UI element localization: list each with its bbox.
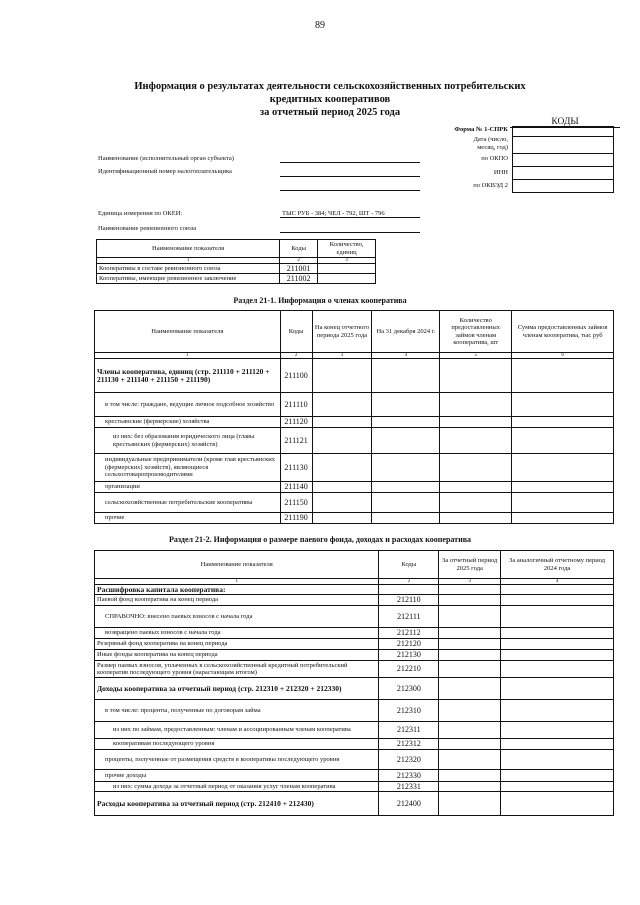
row-name: кооперативам последующего уровня xyxy=(95,739,379,750)
value-cell[interactable] xyxy=(501,739,614,750)
row-code: 212312 xyxy=(379,739,439,750)
row-code: 211130 xyxy=(280,454,312,482)
row-code: 212111 xyxy=(379,606,439,628)
row-name: из них: сумма дохода за отчетный период от оказания услуг членам кооператива xyxy=(95,782,379,792)
section-1-title: Раздел 21-1. Информация о членах кооператива xyxy=(233,296,407,305)
row-code: 212210 xyxy=(379,661,439,678)
value-cell[interactable] xyxy=(318,264,376,274)
value-cell[interactable] xyxy=(512,393,614,417)
row-code: 211190 xyxy=(280,513,312,524)
value-cell[interactable] xyxy=(312,428,372,454)
value-cell[interactable] xyxy=(439,661,501,678)
inn-field[interactable] xyxy=(512,166,614,180)
t0-header-count: Количество, единиц xyxy=(318,240,376,258)
s1-num-6: 6 xyxy=(512,353,614,359)
value-cell[interactable] xyxy=(440,513,512,524)
value-cell[interactable] xyxy=(439,770,501,782)
okved-field[interactable] xyxy=(512,179,614,193)
table-row xyxy=(95,750,614,770)
s2-header-prev: За аналогичный отчетному период 2024 года xyxy=(501,551,614,579)
value-cell[interactable] xyxy=(439,650,501,661)
value-cell[interactable] xyxy=(372,454,440,482)
table-row xyxy=(97,264,376,274)
row-name: прочие доходы xyxy=(95,770,379,782)
executive-body-field[interactable] xyxy=(280,162,420,163)
s1-num-3: 3 xyxy=(312,353,372,359)
row-name: СПРАВОЧНО: внесено паевых взносов с начала года xyxy=(95,606,379,628)
table-row xyxy=(95,417,614,428)
row-code: 211120 xyxy=(280,417,312,428)
t0-num-2: 2 xyxy=(280,258,318,264)
value-cell[interactable] xyxy=(512,428,614,454)
value-cell[interactable] xyxy=(440,454,512,482)
okved-label: по ОКВЭД 2 xyxy=(473,182,508,189)
row-name: прочие xyxy=(95,513,281,524)
row-code: 211140 xyxy=(280,482,312,493)
row-name: организации xyxy=(95,482,281,493)
s2-num-2: 2 xyxy=(379,579,439,585)
row-name: Расшифровка капитала кооператива: xyxy=(95,585,379,595)
table-row xyxy=(95,770,614,782)
t0-num-3: 3 xyxy=(318,258,376,264)
title-line-2: кредитных кооперативов xyxy=(269,94,391,105)
row-name: Члены кооператива, единиц (стр. 211110 + 211120 + 211130 + 211140 + 211150 + 211190) xyxy=(95,359,281,393)
value-cell[interactable] xyxy=(512,513,614,524)
value-cell[interactable] xyxy=(312,393,372,417)
value-cell[interactable] xyxy=(372,513,440,524)
page-number: 89 xyxy=(315,20,325,31)
audit-union-table xyxy=(96,239,376,284)
value-cell[interactable] xyxy=(372,393,440,417)
table-row xyxy=(95,359,614,393)
table-row xyxy=(95,678,614,700)
s2-header-code: Коды xyxy=(379,551,439,579)
row-name: возвращено паевых взносов с начала года xyxy=(95,628,379,639)
title-line-1: Информация о результатах деятельности сельскохозяйственных потребительских xyxy=(134,81,526,92)
value-cell[interactable] xyxy=(440,428,512,454)
value-cell[interactable] xyxy=(501,628,614,639)
value-cell[interactable] xyxy=(439,628,501,639)
row-code: 212310 xyxy=(379,700,439,722)
s1-num-2: 2 xyxy=(280,353,312,359)
row-code: 212300 xyxy=(379,678,439,700)
t0-num-1: 1 xyxy=(97,258,280,264)
value-cell[interactable] xyxy=(501,650,614,661)
value-cell[interactable] xyxy=(501,750,614,770)
value-cell[interactable] xyxy=(501,585,614,595)
value-cell[interactable] xyxy=(501,639,614,650)
row-name: проценты, полученные от размещения средств в кооперативы последующего уровня xyxy=(95,750,379,770)
date-label xyxy=(428,136,508,152)
value-cell[interactable] xyxy=(501,678,614,700)
row-name: крестьянские (фермерские) хозяйства xyxy=(95,417,281,428)
table-row xyxy=(95,393,614,417)
row-name: из них по займам, предоставленным: членам и ассоциированным членам кооператива xyxy=(95,722,379,739)
row-name: Кооперативы, имеющие ревизионное заключение xyxy=(97,274,280,284)
table-row xyxy=(95,513,614,524)
value-cell[interactable] xyxy=(501,770,614,782)
value-cell[interactable] xyxy=(440,482,512,493)
value-cell[interactable] xyxy=(372,493,440,513)
audit-union-field[interactable] xyxy=(280,232,420,233)
taxpayer-id-field-2[interactable] xyxy=(280,190,420,191)
taxpayer-id-field[interactable] xyxy=(280,176,420,177)
value-cell[interactable] xyxy=(312,359,372,393)
table-row xyxy=(95,585,614,595)
row-code: 212400 xyxy=(379,792,439,816)
value-cell[interactable] xyxy=(439,595,501,606)
row-code: 211121 xyxy=(280,428,312,454)
row-code: 212112 xyxy=(379,628,439,639)
form-number-label: Форма № 1-СПРК xyxy=(454,126,508,133)
value-cell[interactable] xyxy=(440,359,512,393)
value-cell[interactable] xyxy=(372,417,440,428)
table-row xyxy=(95,661,614,678)
s1-num-4: 4 xyxy=(372,353,440,359)
date-label-line-1: Дата (число, xyxy=(473,136,508,143)
unit-underline xyxy=(280,217,420,218)
row-code: 212120 xyxy=(379,639,439,650)
row-name: Доходы кооператива за отчетный период (стр. 212310 + 212320 + 212330) xyxy=(95,678,379,700)
value-cell[interactable] xyxy=(439,585,501,595)
row-name: Расходы кооператива за отчетный период (стр. 212410 + 212430) xyxy=(95,792,379,816)
value-cell[interactable] xyxy=(372,359,440,393)
value-cell[interactable] xyxy=(312,482,372,493)
s2-header-name: Наименование показателя xyxy=(95,551,379,579)
row-code: 211110 xyxy=(280,393,312,417)
value-cell[interactable] xyxy=(501,661,614,678)
inn-label: ИНН xyxy=(493,169,508,176)
value-cell[interactable] xyxy=(512,482,614,493)
value-cell[interactable] xyxy=(439,700,501,722)
value-cell[interactable] xyxy=(312,493,372,513)
value-cell[interactable] xyxy=(312,513,372,524)
s1-header-code: Коды xyxy=(280,311,312,353)
table-row xyxy=(95,722,614,739)
s1-num-1: 1 xyxy=(95,353,281,359)
s1-header-prev: На 31 декабря 2024 г. xyxy=(372,311,440,353)
value-cell[interactable] xyxy=(501,595,614,606)
value-cell[interactable] xyxy=(439,722,501,739)
table-row xyxy=(97,274,376,284)
value-cell[interactable] xyxy=(512,493,614,513)
table-row xyxy=(95,700,614,722)
okpo-field[interactable] xyxy=(512,153,614,167)
row-name: из них: без образования юридического лица (главы крестьянских (фермерских) хозяйств) xyxy=(95,428,281,454)
value-cell[interactable] xyxy=(440,493,512,513)
okpo-label: по ОКПО xyxy=(481,155,508,162)
value-cell[interactable] xyxy=(501,700,614,722)
value-cell[interactable] xyxy=(318,274,376,284)
row-name: Паевой фонд кооператива на конец периода xyxy=(95,595,379,606)
fund-income-table xyxy=(94,550,614,816)
t0-header-name: Наименование показателя xyxy=(97,240,280,258)
value-cell[interactable] xyxy=(439,639,501,650)
row-code xyxy=(379,585,439,595)
s1-header-current: На конец отчетного периода 2025 года xyxy=(312,311,372,353)
unit-value: ТЫС РУБ - 384; ЧЕЛ - 792, ШТ - 796 xyxy=(282,210,385,217)
title-line-3: за отчетный период 2025 года xyxy=(259,107,401,118)
value-cell[interactable] xyxy=(372,482,440,493)
value-cell[interactable] xyxy=(512,454,614,482)
value-cell[interactable] xyxy=(439,678,501,700)
value-cell[interactable] xyxy=(501,606,614,628)
value-cell[interactable] xyxy=(501,722,614,739)
row-name: Иные фонды кооператива на конец периода xyxy=(95,650,379,661)
table-row xyxy=(95,639,614,650)
row-code: 211002 xyxy=(280,274,318,284)
table-row xyxy=(95,454,614,482)
value-cell[interactable] xyxy=(312,454,372,482)
value-cell[interactable] xyxy=(439,792,501,816)
table-row xyxy=(95,493,614,513)
table-row xyxy=(95,792,614,816)
value-cell[interactable] xyxy=(439,750,501,770)
s1-num-5: 5 xyxy=(440,353,512,359)
value-cell[interactable] xyxy=(440,417,512,428)
table-row xyxy=(95,628,614,639)
row-code: 212330 xyxy=(379,770,439,782)
s2-num-4: 4 xyxy=(501,579,614,585)
codes-header: КОДЫ xyxy=(510,117,620,128)
row-code: 211001 xyxy=(280,264,318,274)
s1-header-loans-sum: Сумма предоставленных займов членам кооператива, тыс руб xyxy=(512,311,614,353)
row-code: 212110 xyxy=(379,595,439,606)
report-title xyxy=(100,80,560,119)
value-cell[interactable] xyxy=(439,782,501,792)
table-row xyxy=(95,482,614,493)
row-code: 211100 xyxy=(280,359,312,393)
taxpayer-id-label: Идентификационный номер налогоплательщика xyxy=(98,168,232,175)
value-cell[interactable] xyxy=(512,417,614,428)
row-code: 211150 xyxy=(280,493,312,513)
row-code: 212311 xyxy=(379,722,439,739)
value-cell[interactable] xyxy=(501,782,614,792)
table-row xyxy=(95,739,614,750)
unit-label: Единица измерения по ОКЕИ: xyxy=(98,210,183,217)
row-code: 212130 xyxy=(379,650,439,661)
audit-union-label: Наименование ревизионного союза xyxy=(98,225,197,232)
row-name: Кооперативы в составе ревизионного союза xyxy=(97,264,280,274)
s2-header-current: За отчетный период 2025 года xyxy=(439,551,501,579)
row-name: сельскохозяйственные потребительские кооперативы xyxy=(95,493,281,513)
value-cell[interactable] xyxy=(372,428,440,454)
value-cell[interactable] xyxy=(439,606,501,628)
section-2-title: Раздел 21-2. Информация о размере паевого фонда, доходах и расходах кооператива xyxy=(168,535,472,544)
table-row xyxy=(95,595,614,606)
value-cell[interactable] xyxy=(512,359,614,393)
s2-num-1: 1 xyxy=(95,579,379,585)
row-name: Размер паевых взносов, уплаченных в сельскохозяйственный кредитный потребительский кооператив последующего уровня (нарастающим итогом) xyxy=(95,661,379,678)
members-table xyxy=(94,310,614,524)
t0-header-code: Коды xyxy=(280,240,318,258)
row-name: Резервный фонд кооператива на конец периода xyxy=(95,639,379,650)
table-row xyxy=(95,782,614,792)
s2-num-3: 3 xyxy=(439,579,501,585)
table-row xyxy=(95,428,614,454)
date-label-line-2: месяц, год) xyxy=(477,144,508,151)
value-cell[interactable] xyxy=(439,739,501,750)
executive-body-label: Наименование (исполнительный орган субъекта) xyxy=(98,155,234,162)
table-row xyxy=(95,650,614,661)
s1-header-loans-count: Количество предоставленных займов членам кооператива, шт xyxy=(440,311,512,353)
table-row xyxy=(95,606,614,628)
row-name: индивидуальные предприниматели (кроме глав крестьянских (фермерских) хозяйств), являющиеся сельхозтоваропроизводителями xyxy=(95,454,281,482)
row-code: 212320 xyxy=(379,750,439,770)
s1-header-name: Наименование показателя xyxy=(95,311,281,353)
row-name: в том числе: граждане, ведущие личное подсобное хозяйство xyxy=(95,393,281,417)
row-name: в том числе: проценты, полученные по договорам займа xyxy=(95,700,379,722)
value-cell[interactable] xyxy=(312,417,372,428)
value-cell[interactable] xyxy=(440,393,512,417)
date-field[interactable] xyxy=(512,136,614,154)
row-code: 212331 xyxy=(379,782,439,792)
value-cell[interactable] xyxy=(501,792,614,816)
